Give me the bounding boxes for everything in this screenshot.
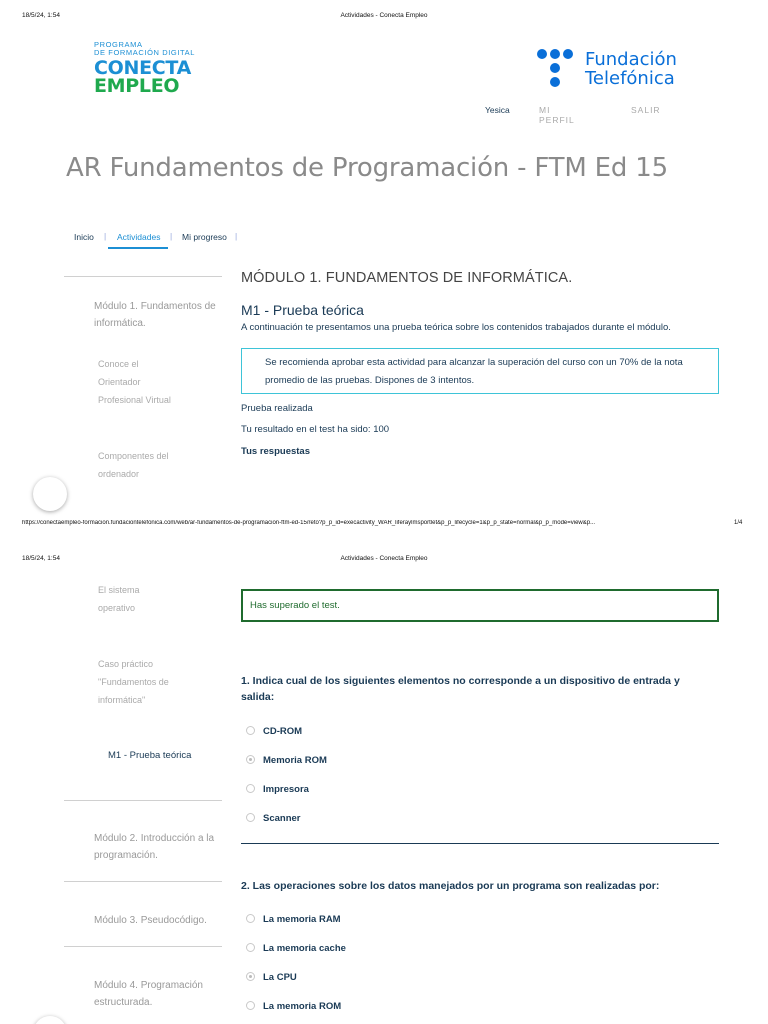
module-title: MÓDULO 1. FUNDAMENTOS DE INFORMÁTICA. xyxy=(241,270,573,286)
activity-description: A continuación te presentamos una prueba teórica sobre los contenidos trabajados durante el módulo. xyxy=(241,322,671,333)
question-text: salida: xyxy=(241,691,275,703)
radio-unselected-icon xyxy=(246,914,255,923)
radio-unselected-icon xyxy=(246,1001,255,1010)
option-label: La memoria ROM xyxy=(263,1001,342,1012)
question-1 xyxy=(241,673,711,705)
sidebar-item-label: Módulo 2. Introducción a la xyxy=(94,833,215,844)
sidebar-item-caso-practico[interactable] xyxy=(98,655,169,709)
print-url: https://conectaempleo-formacion.fundaciontelefonica.com/web/ar-fundamentos-de-programacion-ftm-ed-15/reto?p_p_id=execactivity_WAR_liferaylmsportlet&p_p_lifecycle=1&p_p_state=normal&p_p_mode=view&p... xyxy=(22,520,596,526)
tab-divider: | xyxy=(170,231,173,241)
question-divider xyxy=(241,843,719,844)
recommendation-notice xyxy=(241,348,719,394)
course-title: AR Fundamentos de Programación - FTM Ed 15 xyxy=(66,153,668,183)
answer-option xyxy=(246,726,302,737)
option-label: La memoria RAM xyxy=(263,914,341,925)
sidebar-divider xyxy=(64,800,222,801)
sidebar-item-current[interactable]: M1 - Prueba teórica xyxy=(108,750,192,761)
answer-option xyxy=(246,784,309,795)
sidebar-item-label: Módulo 1. Fundamentos de xyxy=(94,301,216,312)
answer-option xyxy=(246,914,341,925)
user-name-link[interactable]: Yesica xyxy=(485,105,510,115)
sidebar-divider xyxy=(64,276,222,277)
option-label: La memoria cache xyxy=(263,943,346,954)
sidebar-item-label: Caso práctico xyxy=(98,659,154,669)
success-message: Has superado el test. xyxy=(241,589,719,622)
active-tab-indicator xyxy=(108,247,168,249)
conecta-empleo-logo[interactable] xyxy=(94,41,195,95)
partner-line2: Telefónica xyxy=(585,68,675,89)
sidebar-item-label: El sistema xyxy=(98,585,140,595)
sidebar-item-label: "Fundamentos de xyxy=(98,677,169,687)
radio-unselected-icon xyxy=(246,943,255,952)
answer-option xyxy=(246,972,297,983)
activity-title: M1 - Prueba teórica xyxy=(241,302,364,318)
option-label: CD-ROM xyxy=(263,726,303,737)
radio-unselected-icon xyxy=(246,813,255,822)
radio-selected-icon xyxy=(246,755,255,764)
sidebar-item-label: operativo xyxy=(98,603,136,613)
print-title: Actividades - Conecta Empleo xyxy=(340,555,428,562)
floating-action-button[interactable] xyxy=(33,477,67,511)
logout-link[interactable]: SALIR xyxy=(631,105,661,115)
tab-mi-progreso[interactable]: Mi progreso xyxy=(182,232,227,242)
question-text: 1. Indica cual de los siguientes elementos no corresponde a un dispositivo de entrada y xyxy=(241,675,680,687)
question-2 xyxy=(241,878,711,894)
sidebar-item-componentes[interactable] xyxy=(98,447,169,483)
sidebar-item-label: programación. xyxy=(94,850,158,861)
radio-unselected-icon xyxy=(246,784,255,793)
sidebar-item-label: estructurada. xyxy=(94,997,153,1008)
tab-actividades[interactable]: Actividades xyxy=(117,232,161,242)
print-title: Actividades - Conecta Empleo xyxy=(340,12,428,19)
sidebar-divider xyxy=(64,881,222,882)
question-text: 2. Las operaciones sobre los datos manejados por un programa son realizadas por: xyxy=(241,880,660,892)
sidebar-item-label: Profesional Virtual xyxy=(98,395,171,405)
sidebar-item-label: Módulo 4. Programación xyxy=(94,980,203,991)
test-result: Tu resultado en el test ha sido: 100 xyxy=(241,424,390,435)
sidebar-item-module-2[interactable] xyxy=(94,830,214,864)
answers-heading: Tus respuestas xyxy=(241,446,310,457)
radio-unselected-icon xyxy=(246,726,255,735)
brand-line2: DE FORMACIÓN DIGITAL xyxy=(94,48,196,57)
tab-inicio[interactable]: Inicio xyxy=(74,232,94,242)
option-label: Scanner xyxy=(263,813,301,824)
partner-line1: Fundación xyxy=(585,49,677,70)
option-label: La CPU xyxy=(263,972,297,983)
print-header xyxy=(0,0,768,19)
sidebar-item-label: Conoce el xyxy=(98,359,139,369)
option-label: Impresora xyxy=(263,784,309,795)
fundacion-telefonica-logo[interactable] xyxy=(536,48,686,90)
print-date: 18/5/24, 1:54 xyxy=(22,12,60,19)
print-page-number: 1/4 xyxy=(734,520,743,526)
test-status: Prueba realizada xyxy=(241,403,313,414)
print-date: 18/5/24, 1:54 xyxy=(22,555,60,562)
sidebar-item-label: Orientador xyxy=(98,377,141,387)
telefonica-dots-icon xyxy=(536,48,576,90)
tab-divider: | xyxy=(104,231,107,241)
radio-selected-icon xyxy=(246,972,255,981)
option-label: Memoria ROM xyxy=(263,755,327,766)
sidebar-item-label: ordenador xyxy=(98,469,140,479)
sidebar-item-module-4[interactable] xyxy=(94,977,203,1011)
brand-conecta: CONECTA xyxy=(94,57,192,79)
floating-action-button[interactable] xyxy=(33,1016,67,1024)
brand-line1: PROGRAMA xyxy=(94,40,143,49)
sidebar-item-label: informática" xyxy=(98,695,146,705)
notice-line: promedio de las pruebas. Dispones de 3 intentos. xyxy=(265,375,475,386)
sidebar-item-label: informática. xyxy=(94,318,146,329)
answer-option xyxy=(246,1001,341,1012)
sidebar-item-orientador[interactable] xyxy=(98,355,171,409)
answer-option xyxy=(246,813,301,824)
answer-option xyxy=(246,943,346,954)
sidebar-item-label: Componentes del xyxy=(98,451,169,461)
sidebar-item-sistema-operativo[interactable] xyxy=(98,581,140,617)
sidebar-divider xyxy=(64,946,222,947)
sidebar-item-module-1[interactable] xyxy=(94,298,216,332)
print-header xyxy=(0,543,768,562)
answer-option xyxy=(246,755,327,766)
tab-divider: | xyxy=(235,231,238,241)
sidebar-item-module-3[interactable]: Módulo 3. Pseudocódigo. xyxy=(94,915,207,926)
profile-link[interactable]: MI PERFIL xyxy=(539,105,575,125)
brand-empleo: EMPLEO xyxy=(94,75,180,97)
notice-line: Se recomienda aprobar esta actividad para alcanzar la superación del curso con un 70% de la nota xyxy=(265,357,683,368)
